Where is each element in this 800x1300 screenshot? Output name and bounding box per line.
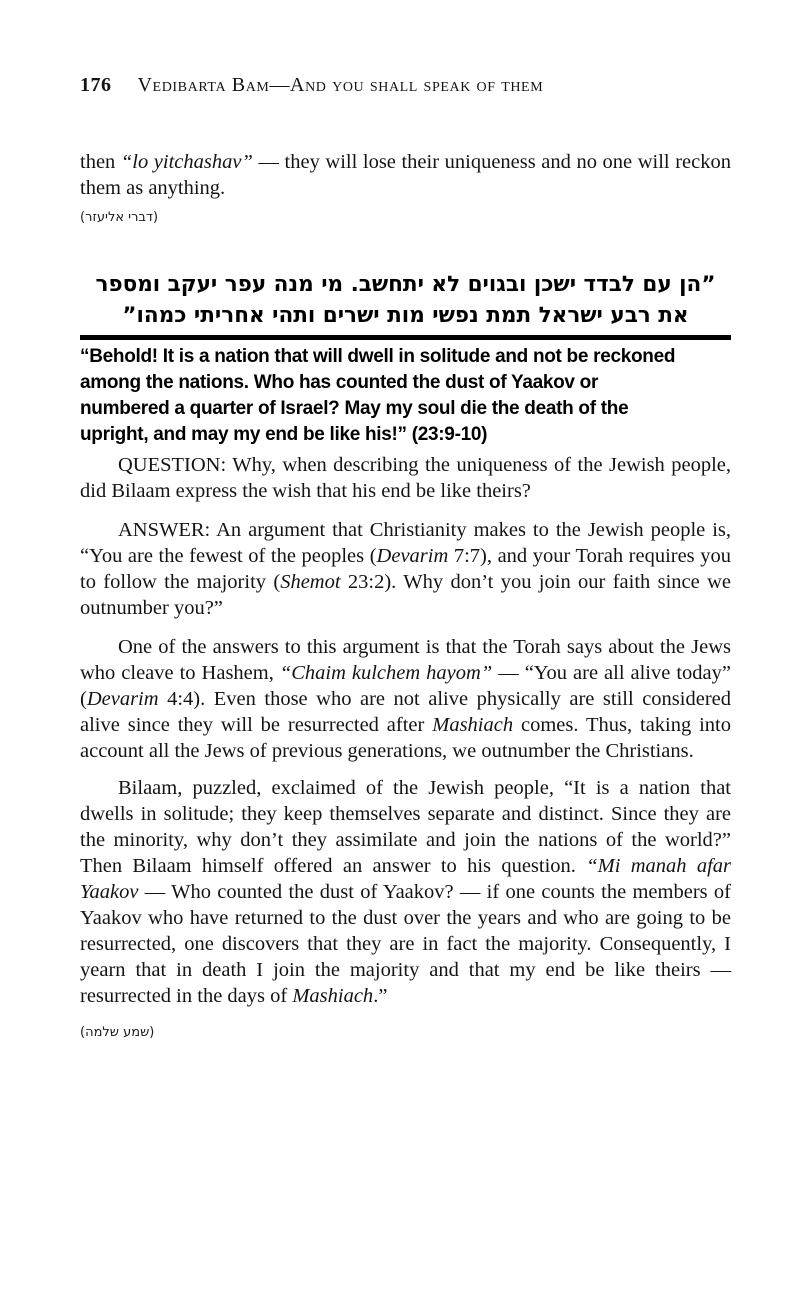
body-paragraph-4: Bilaam, puzzled, exclaimed of the Jewish people, “It is a nation that dwells in solitude; they keep themselves separate and distinct. Since they are the minority, why don’t they assimilate and join the nations of the world?” Then Bilaam himself offered an answer to his question. “Mi manah afar Yaakov — Who counted the dust of Yaakov? — if one counts the members of Yaakov who have returned to the dust over the years and who are going to be resurrected, one discovers that they are in fact the majority. Consequently, I yearn that in death I join the majority and that my end be like theirs — resurrected in the days of Mashiach.” [80,777,731,1007]
text-column [80,0,731,1040]
hebrew-verse-line-1: ”הן עם לבדד ישכן ובגוים לא יתחשב. מי מנה עפר יעקב ומספר [95,272,716,297]
hebrew-verse-heading [80,269,731,331]
source-citation-closing: (שמע שלמה) [80,1025,155,1040]
answer-paragraph: ANSWER: An argument that Christianity makes to the Jewish people is, “You are the fewest of the peoples (Devarim 7:7), and your Torah requires you to follow the majority (Shemot 23:2). Why don’t you join our faith since we outnumber you?” [80,519,731,619]
running-header [80,74,731,97]
question-paragraph: QUESTION: Why, when describing the uniqueness of the Jewish people, did Bilaam express the wish that his end be like theirs? [80,454,731,502]
body-paragraph-3: One of the answers to this argument is that the Torah says about the Jews who cleave to Hashem, “Chaim kulchem hayom” — “You are all alive today” (Devarim 4:4). Even those who are not alive physically are still considered alive since they will be resurrected after Mashiach comes. Thus, taking into account all the Jews of previous generations, we outnumber the Christians. [80,636,732,762]
intro-paragraph: then “lo yitchashav” — they will lose their uniqueness and no one will reckon them as anything. [80,151,731,199]
verse-translation: “Behold! It is a nation that will dwell in solitude and not be reckoned among the nations. Who has counted the dust of Yaakov or numbered a quarter of Israel? May my soul die the death of the upright, and may my end be like his!” (23:9-10) [80,346,676,445]
divider-rule [80,335,731,340]
running-title: Vedibarta Bam—And you shall speak of them [137,74,544,96]
hebrew-verse-line-2: את רבע ישראל תמת נפשי מות ישרים ותהי אחריתי כמהו” [122,303,689,328]
source-citation-intro: (דברי אליעזר) [80,210,159,225]
page-number: 176 [80,74,112,96]
